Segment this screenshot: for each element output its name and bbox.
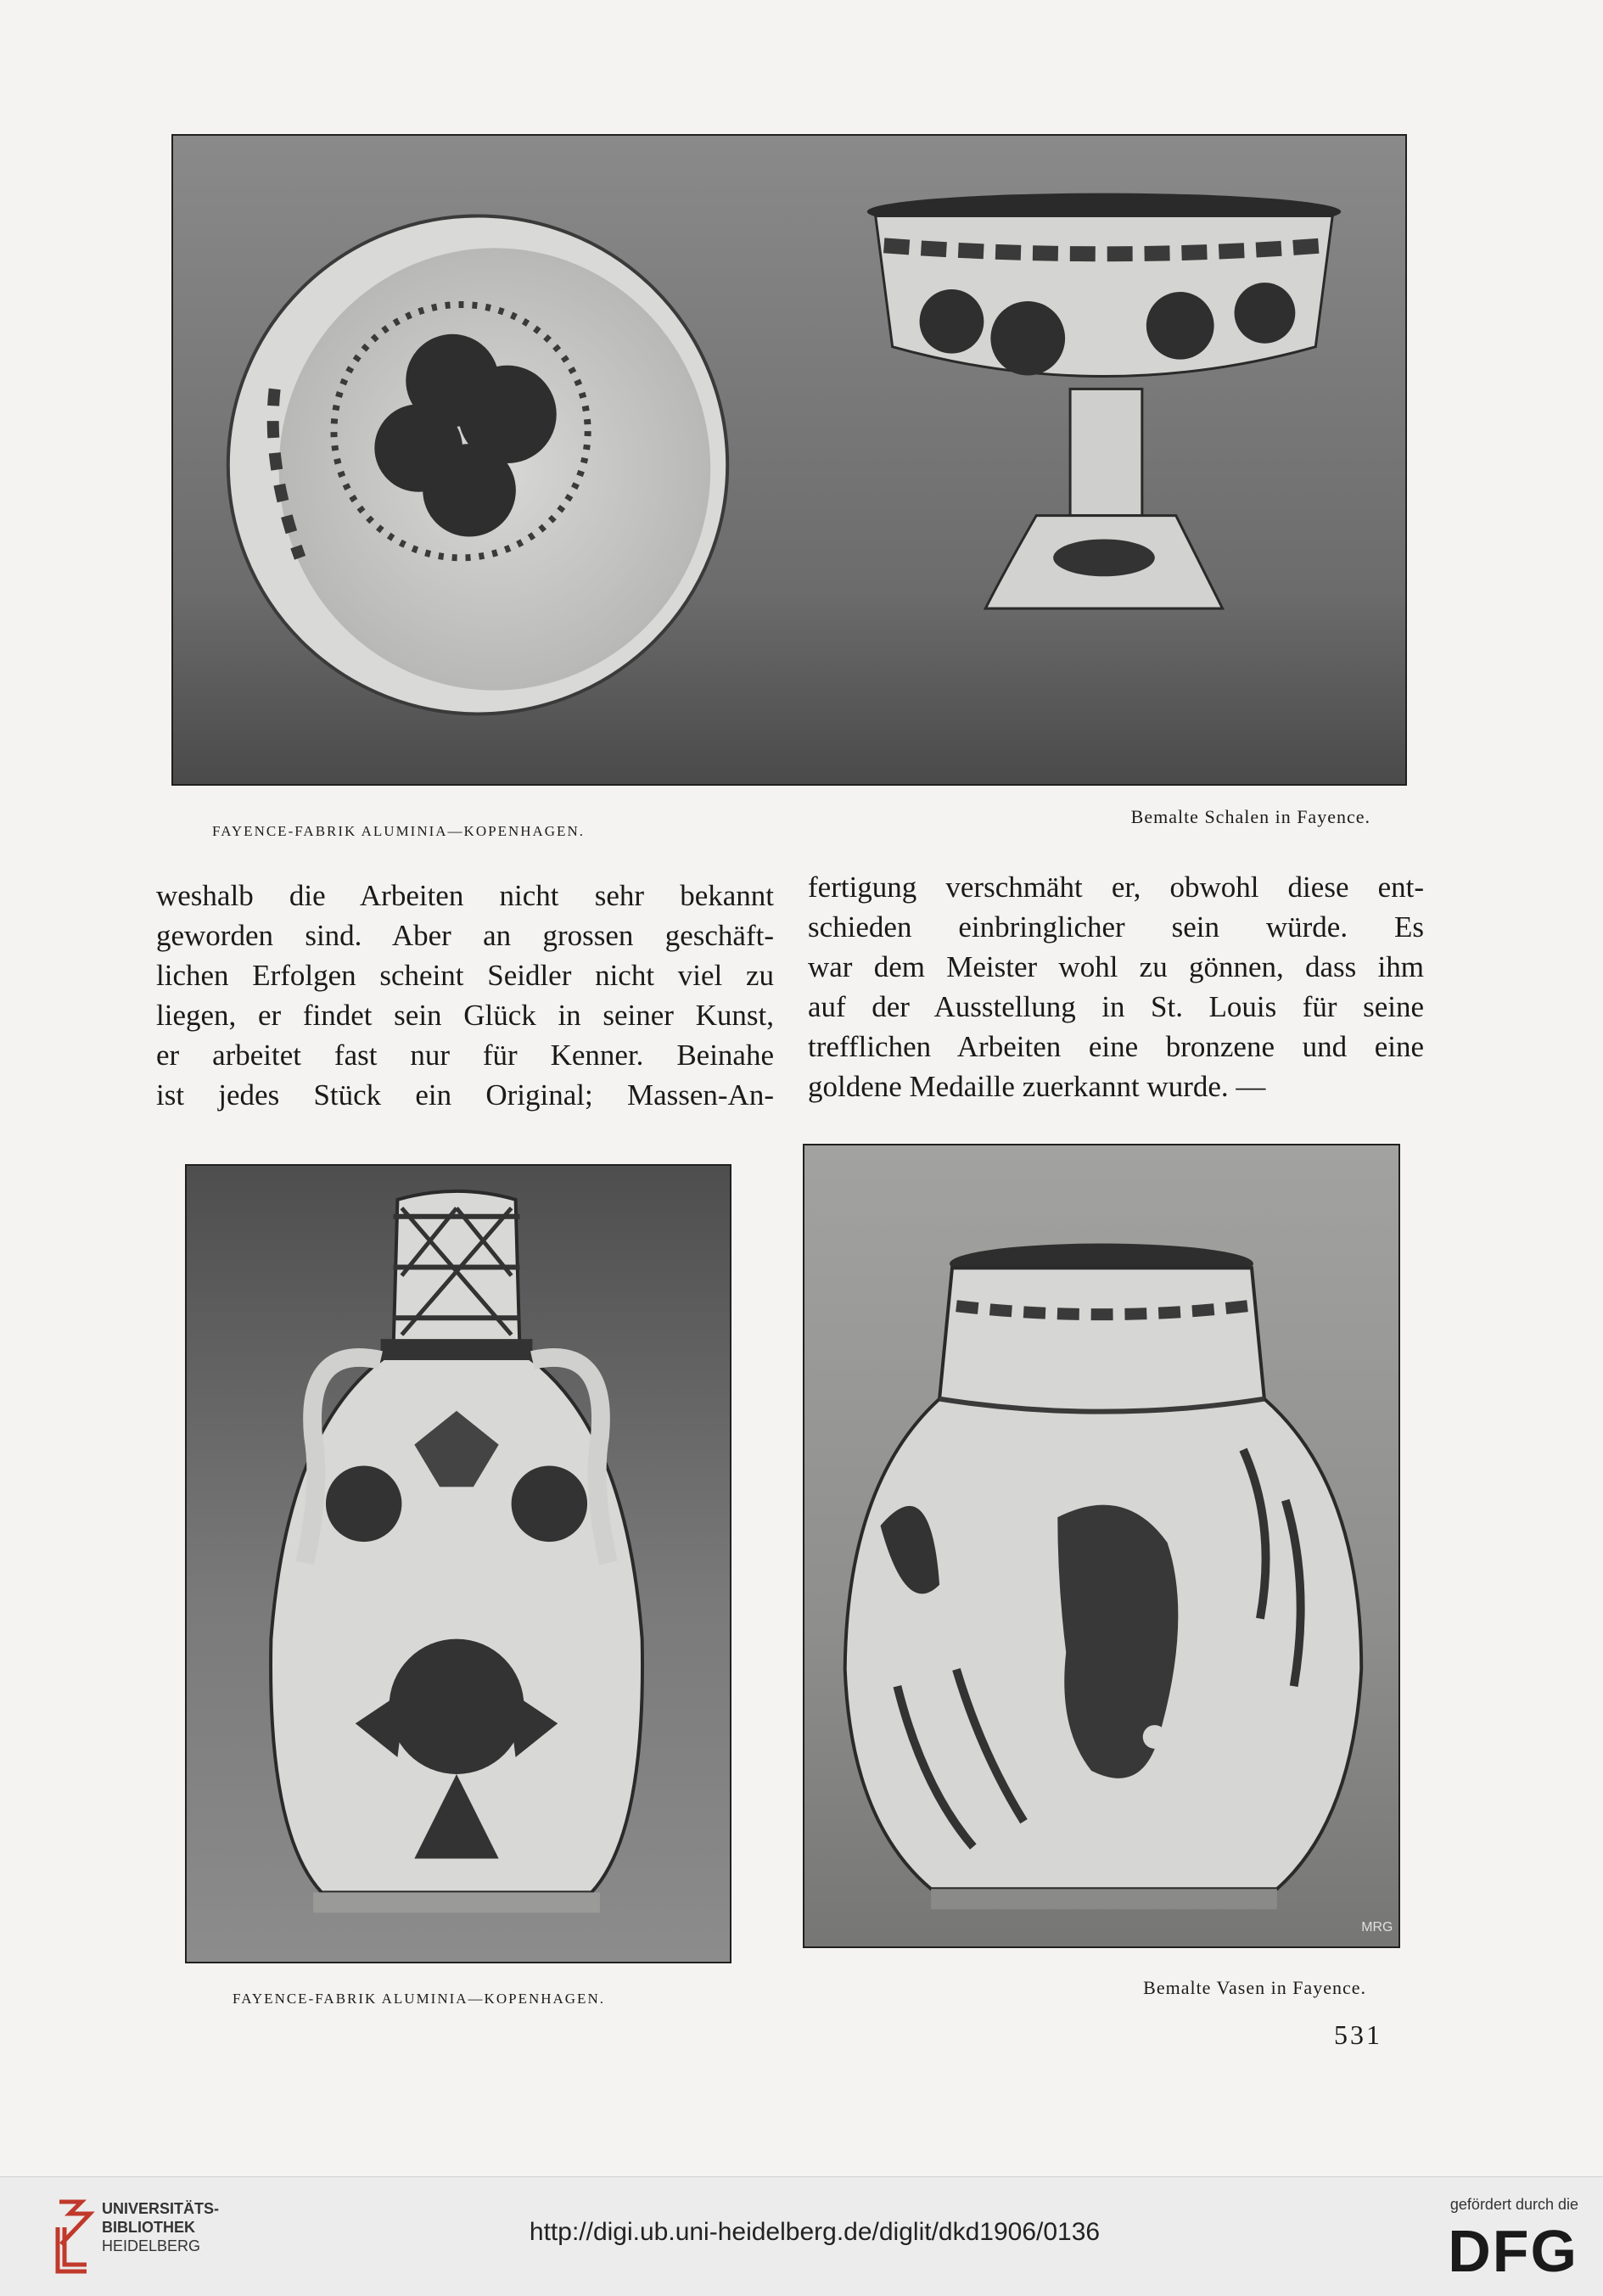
text-line: auf der Ausstellung in St. Louis für seine xyxy=(808,990,1424,1023)
library-line: HEIDELBERG xyxy=(102,2237,201,2254)
dfg-logo: DFG xyxy=(1448,2218,1578,2284)
text-line: geworden sind. Aber an grossen geschäft- xyxy=(156,919,774,952)
top-caption-right: Bemalte Schalen in Fayence. xyxy=(1130,806,1370,827)
text-line: liegen, er findet sein Glück in seiner Kunst, xyxy=(156,999,774,1032)
permalink-url[interactable]: http://digi.ub.uni-heidelberg.de/diglit/dkd1906/0136 xyxy=(529,2218,1101,2246)
bottom-caption-left: FAYENCE-FABRIK ALUMINIA—KOPENHAGEN. xyxy=(233,1991,605,2007)
text-column-left xyxy=(156,876,774,1115)
photo-fish-vase xyxy=(803,1144,1400,1948)
text-line: fertigung verschmäht er, obwohl diese ent- xyxy=(808,871,1424,904)
text-line: goldene Medaille zuerkannt wurde. — xyxy=(808,1070,1266,1103)
library-line: BIBLIOTHEK xyxy=(102,2219,195,2236)
bottom-caption-right: Bemalte Vasen in Fayence. xyxy=(1143,1977,1366,1998)
text-line: schieden einbringlicher sein würde. Es xyxy=(808,910,1424,944)
bowls-illustration xyxy=(173,136,1405,784)
fish-vase-illustration xyxy=(804,1145,1398,1946)
text-column-right xyxy=(808,867,1424,1106)
text-line: ist jedes Stück ein Original; Massen-An- xyxy=(156,1078,774,1112)
text-line: er arbeitet fast nur für Kenner. Beinahe xyxy=(156,1039,774,1072)
grape-vase-illustration xyxy=(187,1166,730,1962)
page-number: 531 xyxy=(1334,2019,1382,2050)
library-line: UNIVERSITÄTS- xyxy=(102,2200,220,2217)
text-line: weshalb die Arbeiten nicht sehr bekannt xyxy=(156,879,774,912)
photo-bowls xyxy=(171,134,1407,786)
university-library-logo-icon xyxy=(53,2193,97,2276)
text-line: war dem Meister wohl zu gönnen, dass ihm xyxy=(808,950,1424,983)
top-caption-left: FAYENCE-FABRIK ALUMINIA—KOPENHAGEN. xyxy=(212,823,585,839)
photo-grape-vase xyxy=(185,1164,731,1963)
text-line: trefflichen Arbeiten eine bronzene und eine xyxy=(808,1030,1424,1063)
text-line: lichen Erfolgen scheint Seidler nicht viel zu xyxy=(156,959,774,992)
sponsor-note: gefördert durch die xyxy=(1449,2196,1578,2213)
university-library-name xyxy=(102,2199,219,2255)
photo-monogram: MRG xyxy=(1361,1920,1393,1935)
